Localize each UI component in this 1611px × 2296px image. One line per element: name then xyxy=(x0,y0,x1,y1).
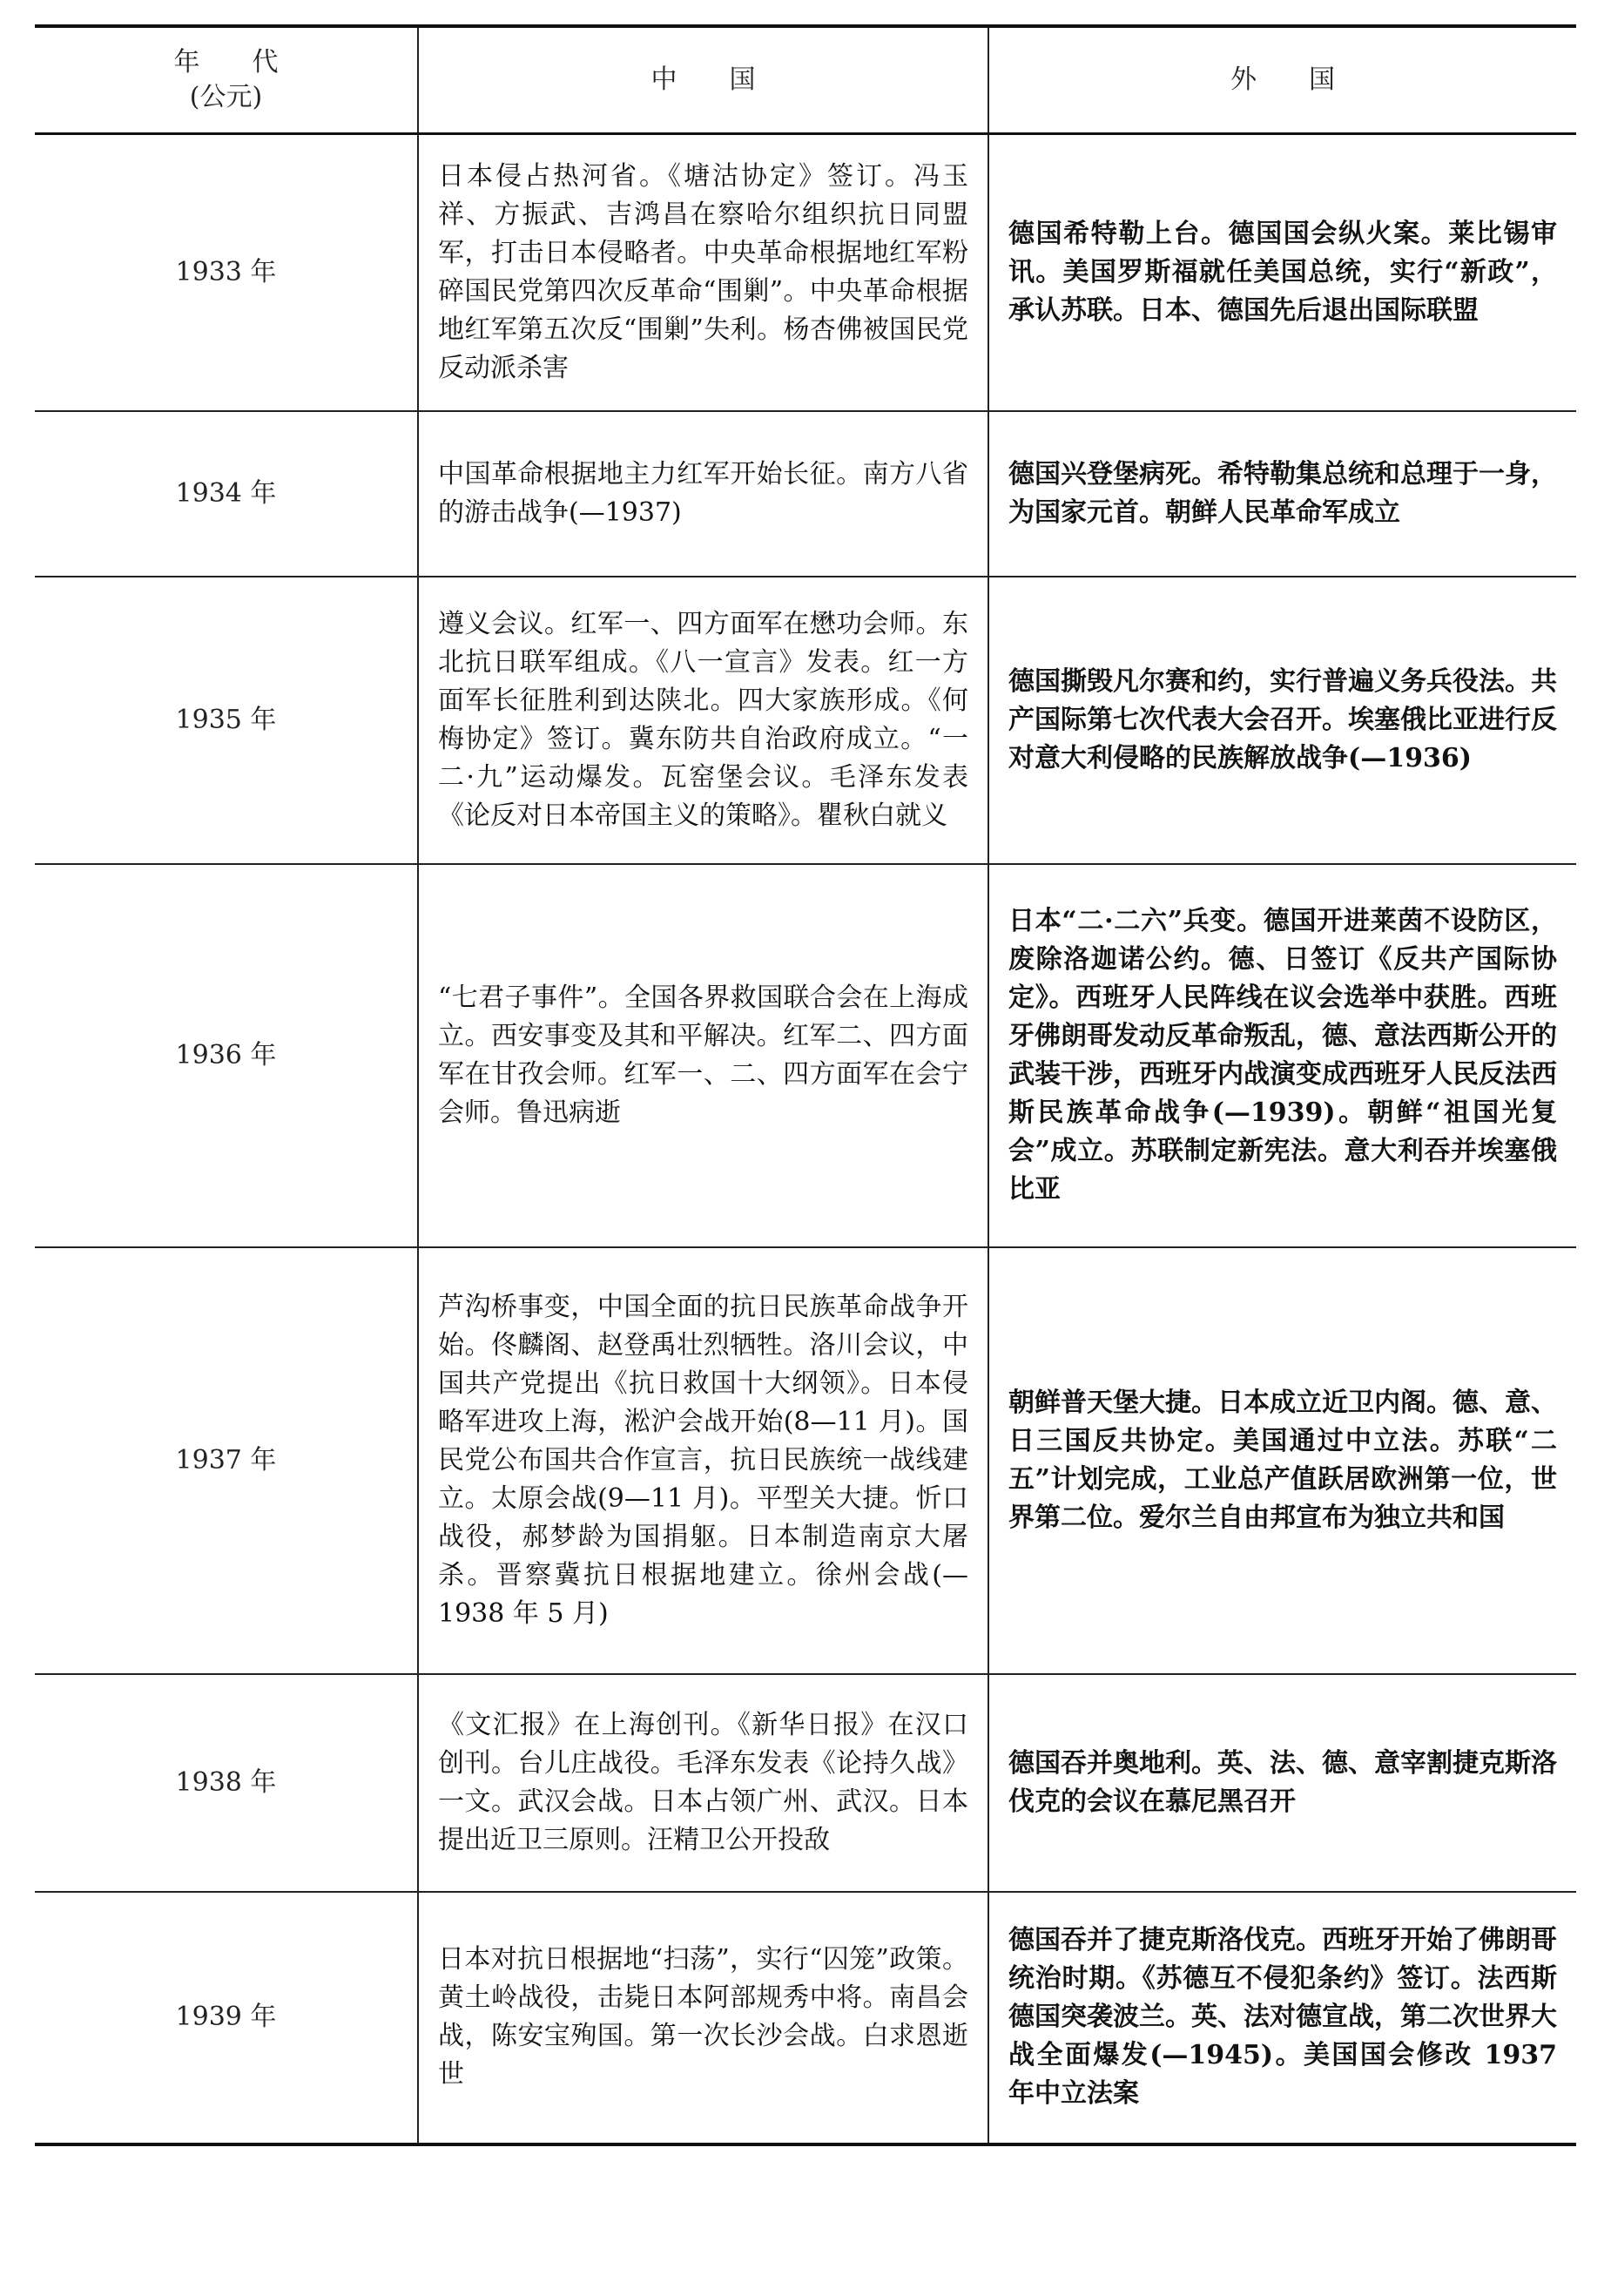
foreign-events-cell: 德国吞并了捷克斯洛伐克。西班牙开始了佛朗哥统治时期。《苏德互不侵犯条约》签订。法西斯德国突袭波兰。英、法对德宣战，第二次世界大战全面爆发(—1945)。美国国会修改 1937 年中立法案 xyxy=(988,1892,1576,2144)
year-cell: 1933 年 xyxy=(35,134,418,411)
year-cell: 1935 年 xyxy=(35,577,418,864)
foreign-events-cell: 德国撕毁凡尔赛和约，实行普遍义务兵役法。共产国际第七次代表大会召开。埃塞俄比亚进行反对意大利侵略的民族解放战争(—1936) xyxy=(988,577,1576,864)
header-year-sublabel: (公元) xyxy=(189,82,263,112)
china-events-cell: 日本侵占热河省。《塘沽协定》签订。冯玉祥、方振武、吉鸿昌在察哈尔组织抗日同盟军，打击日本侵略者。中央革命根据地红军粉碎国民党第四次反革命“围剿”。中央革命根据地红军第五次反“围剿”失利。杨杏佛被国民党反动派杀害 xyxy=(418,134,988,411)
header-year xyxy=(35,26,418,134)
foreign-events-cell: 德国吞并奥地利。英、法、德、意宰割捷克斯洛伐克的会议在慕尼黑召开 xyxy=(988,1674,1576,1892)
year-cell: 1938 年 xyxy=(35,1674,418,1892)
china-events-cell: “七君子事件”。全国各界救国联合会在上海成立。西安事变及其和平解决。红军二、四方面军在甘孜会师。红军一、二、四方面军在会宁会师。鲁迅病逝 xyxy=(418,864,988,1247)
china-events-cell: 遵义会议。红军一、四方面军在懋功会师。东北抗日联军组成。《八一宣言》发表。红一方面军长征胜利到达陕北。四大家族形成。《何梅协定》签订。冀东防共自治政府成立。“一二·九”运动爆发。瓦窑堡会议。毛泽东发表《论反对日本帝国主义的策略》。瞿秋白就义 xyxy=(418,577,988,864)
table-row xyxy=(35,864,1576,1247)
china-events-cell: 芦沟桥事变，中国全面的抗日民族革命战争开始。佟麟阁、赵登禹壮烈牺牲。洛川会议，中国共产党提出《抗日救国十大纲领》。日本侵略军进攻上海，淞沪会战开始(8—11 月)。国民党公布国共合作宣言，抗日民族统一战线建立。太原会战(9—11 月)。平型关大捷。忻口战役，郝梦龄为国捐躯。日本制造南京大屠杀。晋察冀抗日根据地建立。徐州会战(—1938 年 5 月) xyxy=(418,1247,988,1674)
foreign-events-cell: 德国兴登堡病死。希特勒集总统和总理于一身，为国家元首。朝鲜人民革命军成立 xyxy=(988,411,1576,577)
foreign-events-cell: 朝鲜普天堡大捷。日本成立近卫内阁。德、意、日三国反共协定。美国通过中立法。苏联“二五”计划完成，工业总产值跃居欧洲第一位，世界第二位。爱尔兰自由邦宣布为独立共和国 xyxy=(988,1247,1576,1674)
china-events-cell: 中国革命根据地主力红军开始长征。南方八省的游击战争(—1937) xyxy=(418,411,988,577)
china-events-cell: 日本对抗日根据地“扫荡”，实行“囚笼”政策。黄土岭战役，击毙日本阿部规秀中将。南昌会战，陈安宝殉国。第一次长沙会战。白求恩逝世 xyxy=(418,1892,988,2144)
table-row xyxy=(35,134,1576,411)
year-cell: 1936 年 xyxy=(35,864,418,1247)
table-row xyxy=(35,577,1576,864)
table-row xyxy=(35,1247,1576,1674)
table-row xyxy=(35,1892,1576,2144)
header-china: 中 国 xyxy=(418,26,988,134)
chronology-table xyxy=(35,24,1576,2146)
china-events-cell: 《文汇报》在上海创刊。《新华日报》在汉口创刊。台儿庄战役。毛泽东发表《论持久战》一文。武汉会战。日本占领广州、武汉。日本提出近卫三原则。汪精卫公开投敌 xyxy=(418,1674,988,1892)
foreign-events-cell: 日本“二·二六”兵变。德国开进莱茵不设防区，废除洛迦诺公约。德、日签订《反共产国际协定》。西班牙人民阵线在议会选举中获胜。西班牙佛朗哥发动反革命叛乱，德、意法西斯公开的武装干涉，西班牙内战演变成西班牙人民反法西斯民族革命战争(—1939)。朝鲜“祖国光复会”成立。苏联制定新宪法。意大利吞并埃塞俄比亚 xyxy=(988,864,1576,1247)
foreign-events-cell: 德国希特勒上台。德国国会纵火案。莱比锡审讯。美国罗斯福就任美国总统，实行“新政”，承认苏联。日本、德国先后退出国际联盟 xyxy=(988,134,1576,411)
year-cell: 1934 年 xyxy=(35,411,418,577)
table-row xyxy=(35,411,1576,577)
header-foreign: 外 国 xyxy=(988,26,1576,134)
header-year-label: 年 代 xyxy=(173,47,279,78)
year-cell: 1939 年 xyxy=(35,1892,418,2144)
year-cell: 1937 年 xyxy=(35,1247,418,1674)
table-row xyxy=(35,1674,1576,1892)
table-header-row xyxy=(35,26,1576,134)
